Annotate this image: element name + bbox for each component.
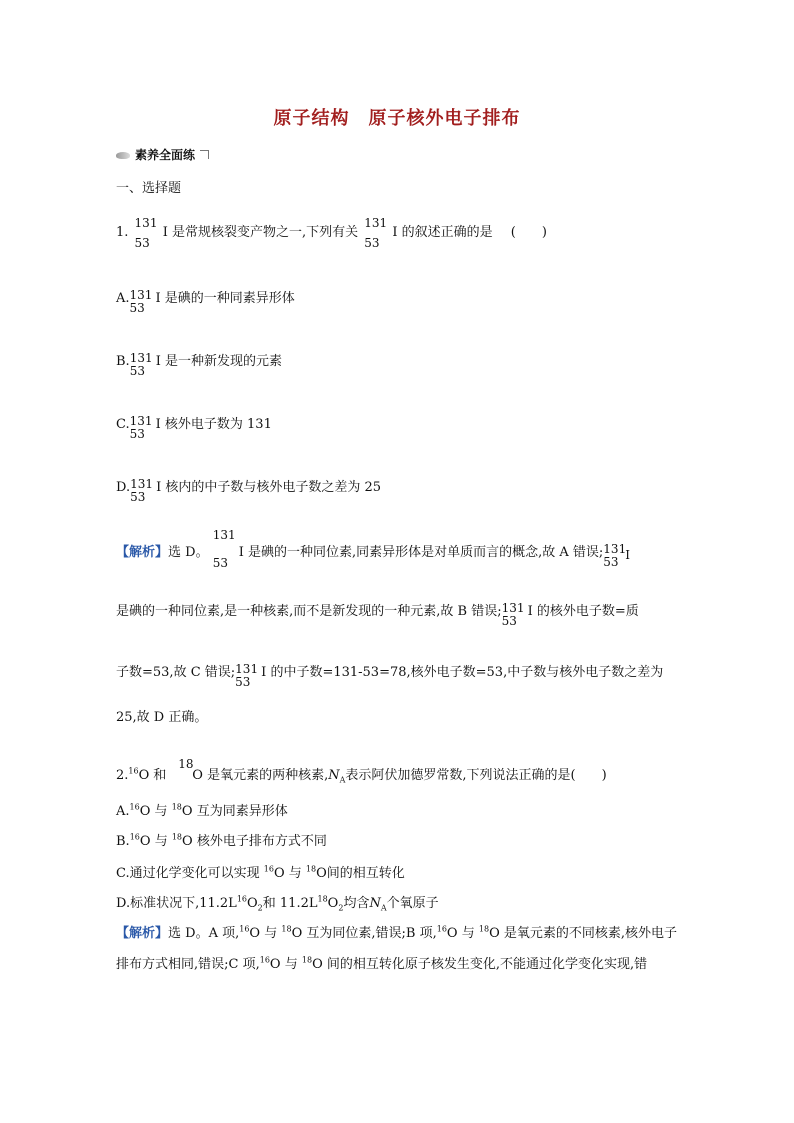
analysis-text: 选 D。 (168, 545, 209, 560)
option-text: I 是一种新发现的元素 (155, 354, 282, 369)
mass-number: 18 (305, 864, 317, 874)
analysis-text: 间的相互转化原子核发生变化,不能通过化学变化实现,错 (326, 957, 648, 972)
atomic-number: 53 (129, 427, 145, 441)
pen-icon (116, 150, 132, 160)
option-label: A. (116, 804, 130, 819)
mass-number: 16 (236, 894, 247, 904)
avogadro-symbol: N (328, 768, 340, 783)
analysis-tag: 【解析】 (116, 926, 169, 941)
analysis-text: I 的核外电子数=质 (527, 604, 639, 619)
analysis-2-line-1 (116, 922, 677, 941)
analysis-2-line-2 (116, 953, 647, 972)
analysis-text: 是碘的一种同位素,是一种核素,而不是新发现的一种元素,故 B 错误; (116, 604, 502, 619)
question-1-stem (116, 216, 547, 250)
mass-number: 131 (134, 216, 158, 230)
nuclide-i131 (130, 414, 156, 442)
atomic-number: 53 (134, 236, 150, 250)
option-text: I 核外电子数为 131 (155, 417, 272, 432)
mass-number: 18 (301, 955, 313, 965)
mass-number: 16 (239, 924, 250, 934)
mass-number: 18 (317, 894, 328, 904)
question-number: 1. (116, 225, 129, 240)
option-text: 和 11.2L (262, 896, 318, 911)
atomic-number: 53 (235, 675, 251, 689)
analysis-text: I 是碘的一种同位素,同素异形体是对单质而言的概念,故 A 错误; (238, 545, 604, 560)
nuclide-i131 (603, 542, 629, 570)
option-label: C. (116, 417, 130, 432)
option-label: B. (116, 834, 130, 849)
mass-number: 131 (129, 351, 153, 365)
stem-text: 表示阿伏加德罗常数,下列说法正确的是 (345, 768, 571, 783)
mass-number: 18 (171, 832, 183, 842)
nuclide-i131 (130, 351, 156, 379)
element-symbol: O (446, 926, 458, 941)
element-symbol: O (182, 834, 193, 849)
answer-blank: ( ) (570, 768, 607, 783)
option-text: 均含 (343, 896, 370, 911)
option-text: 与 (288, 866, 302, 881)
mass-number: 16 (436, 924, 447, 934)
option-text: 个氧原子 (386, 896, 439, 911)
analysis-text: 与 (284, 957, 298, 972)
question-number: 2. (116, 768, 129, 783)
option-text: I 是碘的一种同素异形体 (155, 291, 295, 306)
option-text: D.标准状况下,11.2L (116, 896, 237, 911)
analysis-1-line-2 (116, 600, 639, 629)
stem-text: O 是氧元素的两种核素, (192, 768, 329, 783)
mass-number: 18 (178, 757, 194, 771)
analysis-text: 选 D。A 项, (168, 926, 240, 941)
mass-number: 131 (212, 528, 236, 542)
element-symbol: O (247, 896, 258, 911)
element-symbol: O (327, 896, 339, 911)
element-symbol: I (625, 548, 631, 562)
element-symbol: O (139, 834, 151, 849)
mass-number: 131 (129, 414, 153, 428)
analysis-text: 是氧元素的不同核素,核外电子 (503, 926, 678, 941)
nuclide-i131 (133, 216, 159, 250)
mass-number: 18 (478, 924, 490, 934)
atomic-number: 53 (501, 614, 517, 628)
q2-option-d (116, 892, 439, 911)
option-text: C.通过化学变化可以实现 (116, 866, 260, 881)
option-c (116, 413, 272, 442)
nuclide-i131 (362, 216, 388, 250)
mass-number: 131 (364, 216, 388, 230)
mass-number: 16 (263, 864, 274, 874)
element-symbol: O (489, 926, 500, 941)
analysis-text: 与 (461, 926, 475, 941)
option-text: 间的相互转化 (326, 866, 405, 881)
question-2-stem (116, 757, 607, 785)
element-symbol: O (312, 957, 323, 972)
analysis-1-line-3 (116, 661, 663, 690)
mass-number: 16 (128, 766, 139, 776)
option-label: A. (116, 291, 130, 306)
mass-number: 18 (171, 802, 182, 812)
option-text: 与 (154, 834, 168, 849)
mass-number: 131 (129, 288, 153, 302)
nuclide-i131 (130, 288, 156, 316)
option-label: B. (116, 354, 130, 369)
element-symbol: O (291, 926, 303, 941)
mass-number: 131 (130, 477, 153, 491)
section-tag-label: 素养全面练 (135, 148, 196, 162)
mass-number: 131 (235, 662, 259, 676)
option-text: 互为同素异形体 (196, 804, 288, 819)
section-heading: 一、选择题 (116, 181, 182, 196)
stem-text: 和 (153, 768, 167, 783)
option-d (116, 476, 381, 505)
q2-option-b (116, 830, 327, 849)
analysis-tag: 【解析】 (116, 545, 169, 560)
analysis-1-line-1 (116, 528, 631, 570)
subscript: 2 (338, 903, 344, 913)
option-a (116, 287, 295, 316)
q2-option-c (116, 862, 405, 881)
atomic-number: 53 (130, 490, 146, 504)
corner-icon (200, 150, 209, 159)
nuclide-i131 (212, 528, 239, 570)
q2-option-a (116, 800, 288, 819)
nuclide-i131 (502, 601, 528, 629)
analysis-1-line-4: 25,故 D 正确。 (116, 710, 208, 725)
analysis-text: 与 (264, 926, 278, 941)
mass-number: 131 (501, 601, 525, 615)
option-text: 与 (154, 804, 168, 819)
mass-number: 131 (603, 542, 627, 556)
subscript: 2 (257, 903, 263, 913)
element-symbol: O (249, 926, 261, 941)
answer-blank: ( ) (510, 225, 547, 240)
option-label: D. (116, 480, 131, 495)
atomic-number: 53 (129, 364, 145, 378)
avogadro-subscript: A (339, 775, 346, 785)
page-title: 原子结构 原子核外电子排布 (273, 108, 521, 129)
nuclide-i131 (130, 477, 156, 505)
element-symbol: O (138, 768, 150, 783)
stem-text: I 是常规核裂变产物之一,下列有关 (162, 225, 359, 240)
mass-number: 16 (129, 802, 140, 812)
stem-text: I 的叙述正确的是 (392, 225, 493, 240)
nuclide-i131 (235, 662, 261, 690)
option-text: I 核内的中子数与核外电子数之差为 25 (156, 480, 382, 495)
element-symbol: O (139, 804, 151, 819)
element-symbol: O (269, 957, 281, 972)
analysis-text: 互为同位素,错误;B 项, (306, 926, 437, 941)
option-b (116, 350, 282, 379)
atomic-number: 53 (364, 236, 380, 250)
option-text: 核外电子排布方式不同 (196, 834, 327, 849)
atomic-number: 53 (212, 556, 228, 570)
section-tag (116, 146, 209, 163)
analysis-text: I 的中子数=131-53=78,核外电子数=53,中子数与核外电子数之差为 (261, 665, 664, 680)
element-symbol: O (181, 804, 193, 819)
mass-number: 16 (129, 832, 140, 842)
element-symbol: O (273, 866, 285, 881)
analysis-text: 子数=53,故 C 错误; (116, 665, 236, 680)
atomic-number: 53 (603, 555, 619, 569)
mass-number: 16 (259, 955, 270, 965)
element-symbol: O (316, 866, 327, 881)
avogadro-symbol: N (369, 896, 381, 911)
avogadro-subscript: A (380, 903, 387, 913)
mass-number: 18 (281, 924, 292, 934)
analysis-text: 排布方式相同,错误;C 项, (116, 957, 260, 972)
atomic-number: 53 (129, 301, 145, 315)
